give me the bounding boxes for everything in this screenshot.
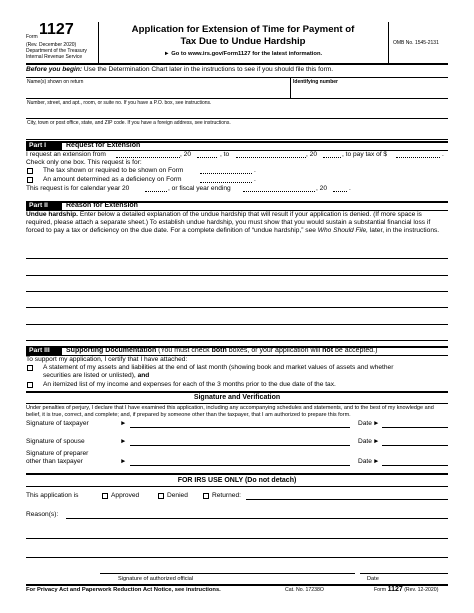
to-label: , to xyxy=(220,151,230,158)
part3-heading xyxy=(66,347,377,355)
opt2-form-input[interactable] xyxy=(200,182,252,183)
before-text: Use the Determination Chart later in the instructions to see if you should file this form. xyxy=(83,66,334,73)
arrow-right-icon: ► xyxy=(120,420,127,427)
part2-tag: Part II xyxy=(26,201,62,210)
city-field[interactable] xyxy=(26,119,448,139)
ident-field[interactable] xyxy=(291,78,448,98)
part3-note-both: both xyxy=(211,347,227,354)
auth-date-label: Date xyxy=(367,576,379,582)
part3-note-b: boxes, or your application will xyxy=(228,347,321,354)
reason-line-1[interactable] xyxy=(26,258,448,259)
pay-tax-label: , to pay tax of $ xyxy=(342,151,388,158)
period-b: . xyxy=(254,167,256,174)
item1-line1: A statement of my assets and liabilities at the end of last month (showing book and market values of assets and whether xyxy=(43,364,394,371)
auth-sig-label: Signature of authorized official xyxy=(118,576,194,582)
arrow-right-icon: ► xyxy=(373,438,380,445)
item1-and: and xyxy=(137,372,150,379)
sig-spouse-input[interactable] xyxy=(130,445,350,446)
returned-label: Returned: xyxy=(212,492,241,499)
form-id-block xyxy=(26,22,98,63)
reason-line-5[interactable] xyxy=(26,324,448,325)
reasons-line-2[interactable] xyxy=(26,538,448,539)
reason-line-6[interactable] xyxy=(26,340,448,341)
arrow-right-icon: ► xyxy=(373,420,380,427)
names-field[interactable] xyxy=(26,78,290,98)
title-block xyxy=(100,24,386,59)
this-app-label: This application is xyxy=(26,492,79,499)
auth-date-input[interactable] xyxy=(360,573,448,574)
part3-note-c: be accepted.) xyxy=(334,347,378,354)
assets-statement-checkbox[interactable] xyxy=(27,365,33,371)
sig-spouse-date-label: Date xyxy=(358,438,372,445)
fiscal-end-input[interactable] xyxy=(243,191,315,192)
denied-checkbox[interactable] xyxy=(158,493,164,499)
footer-form-number: 1127 xyxy=(387,586,403,593)
part3-title: Supporting Documentation xyxy=(66,347,157,354)
goto-line xyxy=(100,50,386,59)
reasons-line-1[interactable] xyxy=(66,518,448,519)
irs-name: Internal Revenue Service xyxy=(26,54,83,60)
ident-label: Identifying number xyxy=(293,79,338,85)
arrow-right-icon: ► xyxy=(120,438,127,445)
sig-heading: Signature and Verification xyxy=(193,394,281,401)
header-divider-right xyxy=(388,22,389,63)
footer-form-label: Form xyxy=(374,587,387,593)
part2-title: Reason for Extension xyxy=(66,202,138,209)
part2-text xyxy=(26,211,448,236)
reason-line-4[interactable] xyxy=(26,307,448,308)
sig-preparer-date-input[interactable] xyxy=(382,465,448,466)
part3-tag: Part III xyxy=(26,346,62,355)
comma20-c: , 20 xyxy=(316,185,327,192)
sig-taxpayer-label: Signature of taxpayer xyxy=(26,420,89,427)
sig-spouse-label: Signature of spouse xyxy=(26,438,85,445)
sig-taxpayer-input[interactable] xyxy=(130,427,350,428)
sig-taxpayer-date-label: Date xyxy=(358,420,372,427)
department: Department of the Treasury xyxy=(26,48,87,54)
sig-preparer-date-label: Date xyxy=(358,458,372,465)
privacy-notice: For Privacy Act and Paperwork Reduction Act Notice, see instructions. xyxy=(26,587,221,593)
reason-line-2[interactable] xyxy=(26,275,448,276)
deficiency-checkbox[interactable] xyxy=(27,177,33,183)
approved-checkbox[interactable] xyxy=(102,493,108,499)
check-one-label: Check only one box. This request is for: xyxy=(26,159,142,166)
reasons-label: Reason(s): xyxy=(26,511,59,518)
city-label: City, town or post office, state, and ZIP code. If you have a foreign address, see instructions. xyxy=(27,120,231,126)
auth-sig-input[interactable] xyxy=(100,573,355,574)
from-date-input[interactable] xyxy=(116,157,180,158)
income-list-checkbox[interactable] xyxy=(27,382,33,388)
part2-lead: Undue hardship. xyxy=(26,211,79,218)
sig-preparer-input[interactable] xyxy=(130,465,350,466)
rev-date: (Rev. December 2020) xyxy=(26,42,77,48)
irs-top-rule xyxy=(26,473,448,475)
denied-label: Denied xyxy=(167,492,188,499)
arrow-right-icon: ► xyxy=(163,51,170,57)
part3-note-not: not xyxy=(322,347,334,354)
arrow-right-icon: ► xyxy=(120,458,127,465)
street-field[interactable] xyxy=(26,99,448,118)
irs-heading-rule xyxy=(26,486,448,487)
comma20-b: , 20 xyxy=(306,151,317,158)
support-label: To support my application, I certify that I have attached: xyxy=(26,356,188,363)
item1-line2 xyxy=(43,372,149,380)
returned-input[interactable] xyxy=(246,499,448,500)
cal-year-label: This request is for calendar year 20 xyxy=(26,185,130,192)
part2-italic: Who Should File, xyxy=(317,227,368,235)
reasons-line-3[interactable] xyxy=(26,557,448,558)
perjury-text: Under penalties of perjury, I declare that I have examined this application, including any accompanying schedules and statements, and to the best of my knowledge and belief, it is true, correct, and complete; and, if prepared by someone other than the taxpayer, that I am authorized to prepare this form. xyxy=(26,405,434,418)
form-header xyxy=(26,22,448,63)
sig-heading-rule xyxy=(26,403,448,404)
sig-spouse-date-input[interactable] xyxy=(382,445,448,446)
opt2-label: An amount determined as a deficiency on Form xyxy=(43,176,182,183)
cal-year-input[interactable] xyxy=(145,191,167,192)
from-year-input[interactable] xyxy=(197,157,217,158)
header-divider-left xyxy=(98,22,99,63)
to-year-input[interactable] xyxy=(323,157,341,158)
header-bottom-rule xyxy=(26,63,448,65)
part2-tail: later, in the instructions. xyxy=(369,227,440,235)
part1-tag: Part I xyxy=(26,141,62,150)
comma20-a: , 20 xyxy=(180,151,191,158)
part3-note-a: (You must check xyxy=(158,347,210,354)
sig-preparer-label-2: other than taxpayer xyxy=(26,458,83,465)
footer-rev: (Rev. 12-2020) xyxy=(404,587,439,593)
tax-shown-checkbox[interactable] xyxy=(27,168,33,174)
form-title-line2: Tax Due to Undue Hardship xyxy=(180,36,306,47)
opt1-label: The tax shown or required to be shown on Form xyxy=(43,167,184,174)
form-label: Form xyxy=(26,34,38,40)
rule-city xyxy=(26,139,448,140)
goto-text: Go to www.irs.gov/Form1127 for the latest information. xyxy=(171,51,323,57)
approved-label: Approved xyxy=(111,492,140,499)
item1-text: securities are listed or unlisted), xyxy=(43,372,136,379)
period-a: . xyxy=(442,151,444,158)
item2-text: An itemized list of my income and expenses for each of the 3 months prior to the due date of the tax. xyxy=(43,381,336,388)
tax-amount-input[interactable] xyxy=(396,157,440,158)
before-lead: Before you begin: xyxy=(26,66,83,73)
irs-heading: FOR IRS USE ONLY (Do not detach) xyxy=(177,477,297,484)
reason-line-3[interactable] xyxy=(26,291,448,292)
street-label: Number, street, and apt., room, or suite no. If you have a P.O. box, see instructions. xyxy=(27,100,212,106)
sig-taxpayer-date-input[interactable] xyxy=(382,427,448,428)
fiscal-year-input[interactable] xyxy=(333,191,347,192)
omb-number: OMB No. 1545-2131 xyxy=(393,40,439,46)
period-c: . xyxy=(254,176,256,183)
names-label: Name(s) shown on return xyxy=(27,79,84,85)
sig-preparer-label-1: Signature of preparer xyxy=(26,450,89,457)
period-d: . xyxy=(349,185,351,192)
form-number: 1127 xyxy=(39,21,74,38)
returned-checkbox[interactable] xyxy=(203,493,209,499)
cat-number: Cat. No. 17238O xyxy=(285,587,324,593)
part1-title: Request for Extension xyxy=(66,142,141,149)
before-you-begin xyxy=(26,66,333,74)
arrow-right-icon: ► xyxy=(373,458,380,465)
footer-form-id xyxy=(374,585,438,595)
to-date-input[interactable] xyxy=(236,157,306,158)
part2-body: Enter below a detailed explanation of the undue hardship that will result if your application is denied. (If more space is required, please attach a separate sheet.) To establish undue hardship, you must show that you would sustain a substantial financial loss if forced to pay a tax or deficiency on the due date. For a complete definition of “undue hardship,” see xyxy=(26,211,431,235)
fiscal-label: , or fiscal year ending xyxy=(168,185,231,192)
form-title-line1: Application for Extension of Time for Payment of xyxy=(131,24,355,35)
opt1-form-input[interactable] xyxy=(200,173,252,174)
request-label: I request an extension from xyxy=(26,151,106,158)
